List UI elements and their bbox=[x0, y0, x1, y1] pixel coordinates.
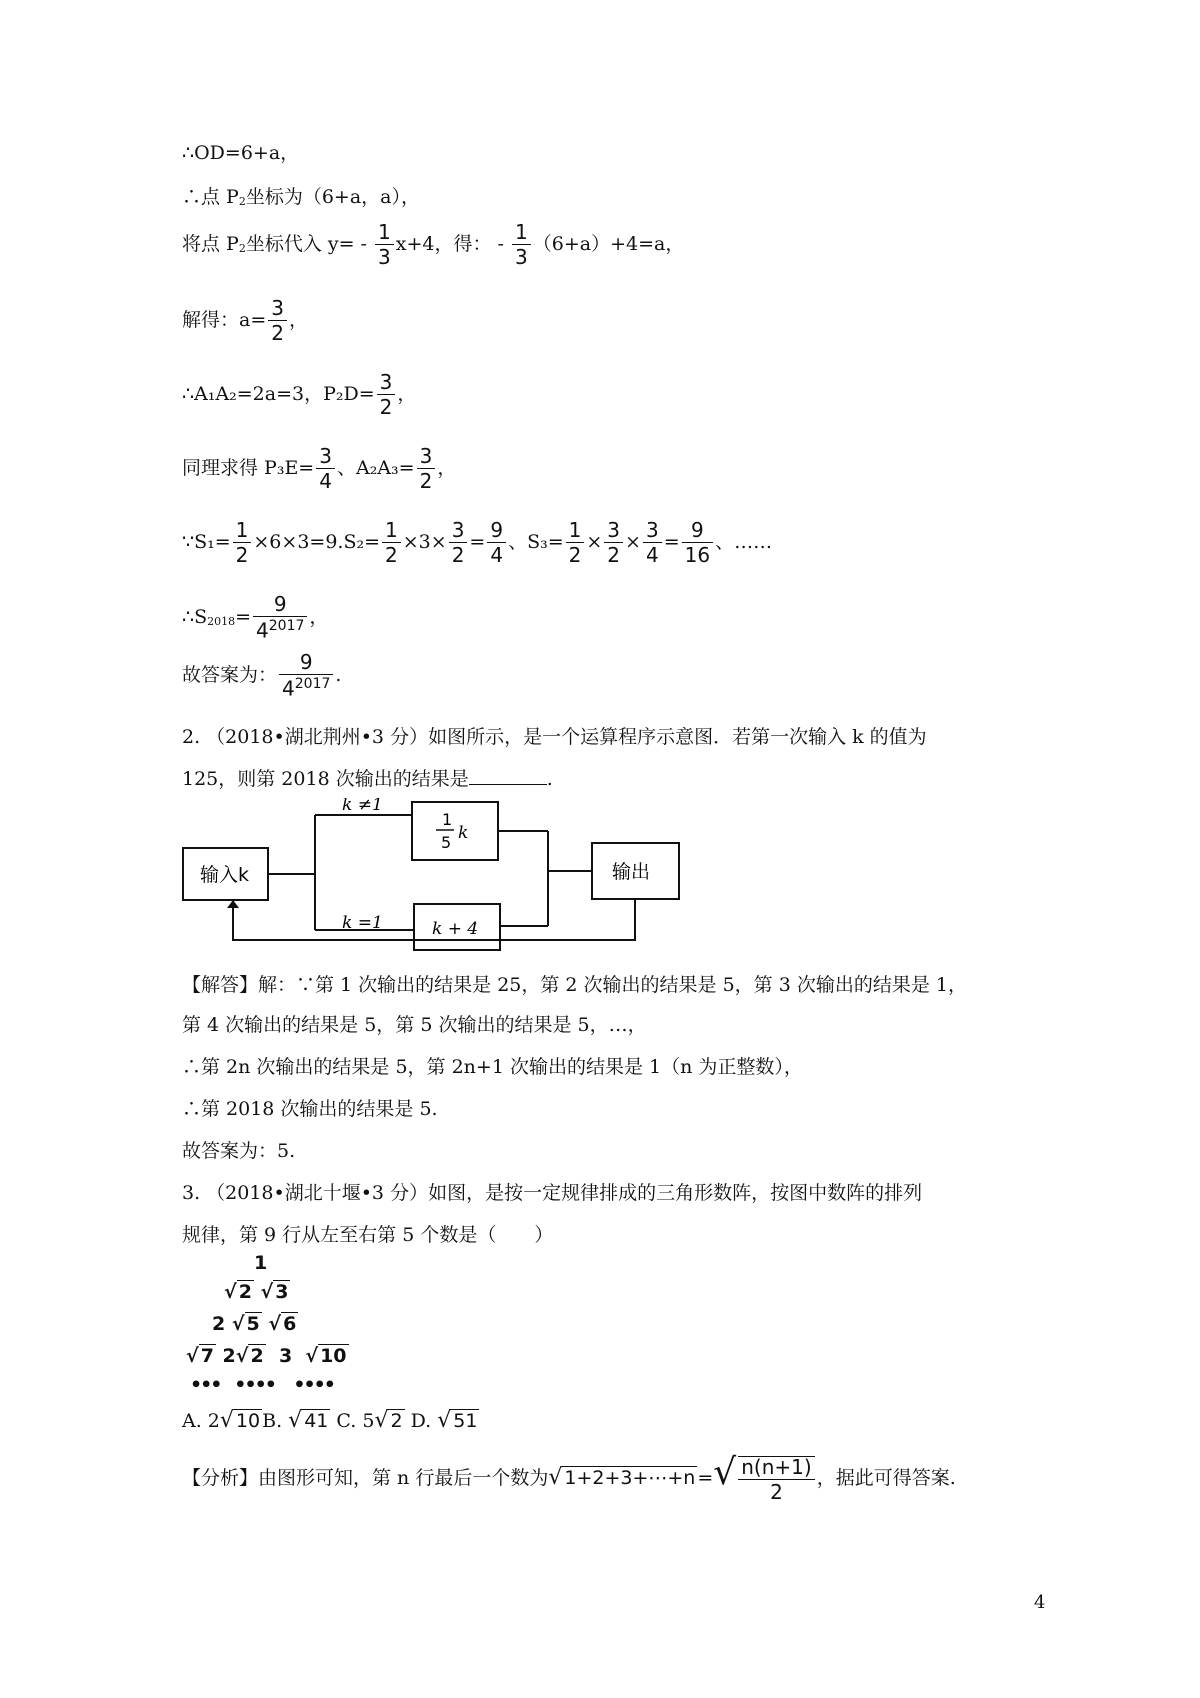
text: 解得：a= bbox=[182, 309, 267, 331]
option-c[interactable]: C. 5√ 2 bbox=[330, 1408, 403, 1433]
text: × bbox=[586, 531, 603, 553]
text: 规律，第 9 行从左至右第 5 个数是（ ） bbox=[182, 1224, 554, 1246]
fraction-nine-over-power: $\frac{9}{4^{2017}}$ bbox=[253, 594, 307, 642]
text: 125，则第 2018 次输出的结果是 bbox=[182, 768, 469, 790]
line-answer1 bbox=[182, 652, 341, 700]
text: ∴第 2n 次输出的结果是 5，第 2n+1 次输出的结果是 1（n 为正整数）， bbox=[182, 1056, 803, 1078]
text: ∴A₁A₂=2a=3，P₂D= bbox=[182, 383, 375, 405]
triangle-row-2: √ 2 √ 3 bbox=[224, 1281, 289, 1303]
question-2-line2 bbox=[182, 764, 553, 791]
text: 、…… bbox=[715, 531, 773, 553]
triangle-row-4: √ 7 2√ 2 3 √ 10 bbox=[186, 1345, 347, 1367]
text: 故答案为： bbox=[182, 663, 278, 686]
triangle-dots: ••• •••• •••• bbox=[190, 1374, 334, 1396]
subscript: 2018 bbox=[207, 614, 236, 628]
text: 【分析】由图形可知，第 n 行最后一个数为 bbox=[182, 1467, 549, 1489]
divide-box bbox=[412, 802, 498, 860]
flowchart bbox=[180, 798, 680, 954]
text: ∴S bbox=[182, 605, 208, 628]
fraction-half: $\frac{1}{2}$ bbox=[566, 520, 585, 566]
text: × bbox=[625, 531, 641, 553]
text: ∴点 P bbox=[182, 186, 239, 208]
add-label: k + 4 bbox=[432, 919, 479, 939]
answer-blank bbox=[469, 770, 547, 785]
text: . bbox=[335, 663, 342, 686]
text: 坐标代入 y= - bbox=[245, 233, 367, 255]
text: . bbox=[546, 768, 553, 790]
solution-2-line1 bbox=[182, 970, 967, 997]
line-solve-a bbox=[182, 298, 308, 344]
option-b[interactable]: B. √ 41 bbox=[262, 1408, 329, 1433]
fraction-one-third: $\frac{1}{3}$ bbox=[512, 222, 531, 268]
text: ， bbox=[288, 309, 308, 331]
text: 2. （2018•湖北荆州•3 分）如图所示，是一个运算程序示意图．若第一次输入 k 的值为 bbox=[182, 726, 927, 748]
fraction-half: $\frac{1}{2}$ bbox=[382, 520, 401, 566]
solution-2-line4 bbox=[182, 1094, 438, 1121]
condition-one: k =1 bbox=[342, 913, 383, 933]
line-a1a2 bbox=[182, 372, 416, 418]
text: 坐标为（6+a，a）， bbox=[245, 186, 420, 208]
line-areas bbox=[182, 520, 772, 566]
text: = bbox=[469, 531, 486, 553]
answer-options bbox=[182, 1408, 479, 1433]
fraction-three-halves: $\frac{3}{2}$ bbox=[604, 520, 623, 566]
text: 第 4 次输出的结果是 5，第 5 次输出的结果是 5，…， bbox=[182, 1014, 647, 1036]
solution-2-line3 bbox=[182, 1052, 803, 1079]
radical-fraction: $\frac{n(n+1)}{2}$ bbox=[738, 1456, 814, 1503]
text: 【解答】解：∵第 1 次输出的结果是 25，第 2 次输出的结果是 5，第 3 次输出的结果是 1， bbox=[182, 974, 967, 996]
text: x+4，得： - bbox=[395, 233, 504, 255]
text: 将点 P bbox=[182, 233, 239, 255]
input-label: 输入k bbox=[200, 864, 250, 886]
text: = bbox=[663, 531, 680, 553]
question-3-line1 bbox=[182, 1178, 922, 1205]
text: ∴第 2018 次输出的结果是 5. bbox=[182, 1098, 438, 1120]
text: ， bbox=[309, 605, 329, 628]
triangle-row-3: 2 √ 5 √ 6 bbox=[212, 1313, 297, 1335]
condition-not-one: k ≠1 bbox=[342, 798, 383, 815]
text: 同理求得 P₃E= bbox=[182, 457, 315, 479]
page-number: 4 bbox=[1034, 1592, 1046, 1613]
text: 、A₂A₃= bbox=[336, 457, 415, 479]
fraction-nine-over-power: $\frac{9}{4^{2017}}$ bbox=[279, 652, 333, 700]
line-p3e bbox=[182, 446, 456, 492]
text: ×3× bbox=[402, 531, 447, 553]
radicand: 1+2+3+⋯+n bbox=[564, 1467, 696, 1489]
text: ∵S₁= bbox=[182, 531, 231, 553]
line-p2-coord bbox=[182, 182, 420, 209]
question-3-line2 bbox=[182, 1220, 553, 1247]
fraction-three-halves: $\frac{3}{2}$ bbox=[417, 446, 436, 492]
analysis-line: 【分析】由图形可知，第 n 行最后一个数为√ 1+2+3+⋯+n =√ $\frac{n(n+1)}{2}$ ，据此可得答案. bbox=[182, 1452, 956, 1504]
text: = bbox=[235, 605, 252, 628]
fraction-three-halves: $\frac{3}{2}$ bbox=[268, 298, 287, 344]
question-2-line1 bbox=[182, 722, 927, 749]
text: ，据此可得答案. bbox=[816, 1467, 956, 1489]
line-s2018 bbox=[182, 594, 328, 642]
option-d[interactable]: D. √ 51 bbox=[404, 1408, 478, 1433]
fraction-three-halves: $\frac{3}{2}$ bbox=[449, 520, 468, 566]
solution-2-line2 bbox=[182, 1010, 647, 1037]
text: ， bbox=[437, 457, 457, 479]
divide-denominator: 5 bbox=[441, 833, 452, 852]
line-substitute bbox=[182, 222, 684, 268]
text: 3. （2018•湖北十堰•3 分）如图，是按一定规律排成的三角形数阵，按图中数阵的排列 bbox=[182, 1182, 923, 1204]
fraction-three-quarters: $\frac{3}{4}$ bbox=[316, 446, 335, 492]
fraction-nine-quarters: $\frac{9}{4}$ bbox=[487, 520, 506, 566]
fraction-three-quarters: $\frac{3}{4}$ bbox=[643, 520, 662, 566]
line-od bbox=[182, 138, 299, 165]
text: 、S₃= bbox=[508, 531, 564, 553]
subscript: 2 bbox=[238, 242, 246, 255]
fraction-one-third: $\frac{1}{3}$ bbox=[375, 222, 394, 268]
fraction-nine-sixteenths: $\frac{9}{16}$ bbox=[682, 520, 713, 566]
text: ∴OD=6+a， bbox=[182, 142, 300, 164]
solution-2-line5 bbox=[182, 1136, 295, 1163]
text: （6+a）+4=a， bbox=[532, 233, 685, 255]
text: ， bbox=[397, 383, 417, 405]
option-a[interactable]: A. 2√ 10 bbox=[182, 1408, 261, 1433]
triangle-row-1: 1 bbox=[254, 1252, 268, 1274]
text: ×6×3=9.S₂= bbox=[253, 531, 381, 553]
divide-variable: k bbox=[458, 823, 469, 843]
output-label: 输出 bbox=[612, 861, 651, 883]
divide-numerator: 1 bbox=[442, 810, 453, 829]
subscript: 2 bbox=[238, 195, 246, 208]
text: 故答案为：5. bbox=[182, 1140, 296, 1162]
fraction-three-halves: $\frac{3}{2}$ bbox=[377, 372, 396, 418]
fraction-half: $\frac{1}{2}$ bbox=[233, 520, 252, 566]
